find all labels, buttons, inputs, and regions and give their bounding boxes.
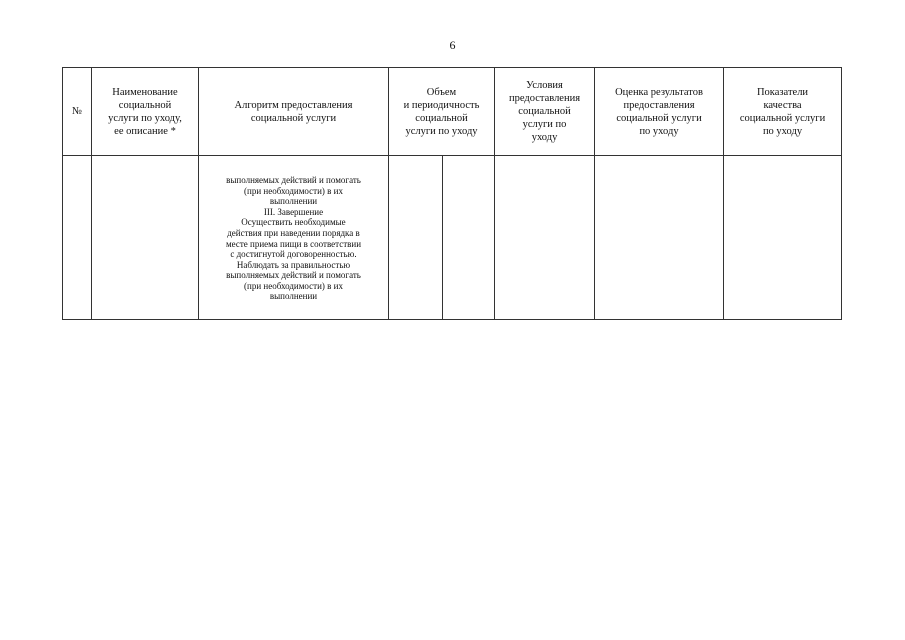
header-quality: Показатели качества социальной услуги по уходу — [724, 68, 842, 156]
header-volume: Объем и периодичность социальной услуги по уходу — [389, 68, 495, 156]
header-algorithm: Алгоритм предоставления социальной услуги — [199, 68, 389, 156]
header-row — [63, 68, 842, 156]
cell-quality — [724, 156, 842, 320]
cell-name — [92, 156, 199, 320]
header-evaluation: Оценка результатов предоставления социальной услуги по уходу — [595, 68, 724, 156]
header-name: Наименование социальной услуги по уходу, ее описание * — [92, 68, 199, 156]
cell-evaluation — [595, 156, 724, 320]
header-num: № — [63, 68, 92, 156]
table-row — [63, 156, 842, 320]
cell-volume-b — [443, 156, 495, 320]
services-table — [62, 67, 842, 320]
cell-volume-a — [389, 156, 443, 320]
cell-num — [63, 156, 92, 320]
algorithm-text: выполняемых действий и помогать (при необходимости) в их выполнении III. Завершение Осуществить необходимые действия при наведении порядка в месте приема пищи в соответствии с достигнутой договоренностью. Наблюдать за правильностью выполняемых действий и помогать (при необходимости) в их выполнении — [225, 174, 362, 302]
cell-conditions — [495, 156, 595, 320]
cell-algorithm — [199, 156, 389, 320]
header-conditions: Условия предоставления социальной услуги по уходу — [495, 68, 595, 156]
page-number: 6 — [449, 38, 456, 52]
